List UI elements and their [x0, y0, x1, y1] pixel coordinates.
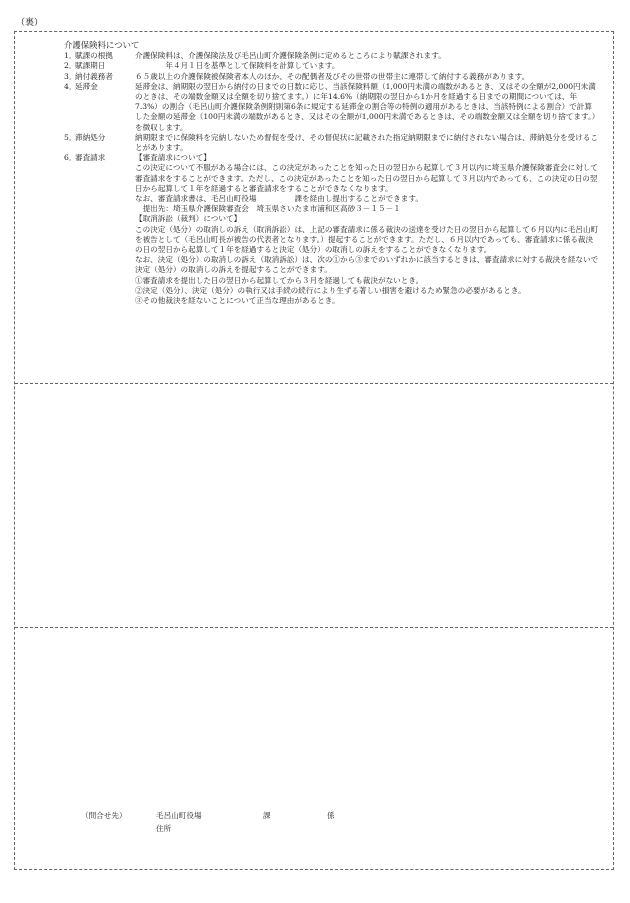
exception-1: ①審査請求を提出した日の翌日から起算してから３月を経過しても裁決がないとき。: [135, 275, 424, 285]
document-frame: [14, 31, 614, 870]
contact-subsection: 係: [327, 811, 335, 820]
contact-label: （問合せ先）: [81, 811, 127, 820]
item-label: 延滞金: [75, 81, 98, 91]
item-review-request: [64, 153, 599, 306]
item-text: 年４月１日を基準として保険料を計算しています。: [135, 61, 340, 71]
item-number: 4．: [64, 81, 77, 91]
item-number: 1．: [64, 51, 77, 61]
review-heading: 【審査請求について】: [135, 153, 211, 163]
premium-notes: [64, 40, 599, 306]
lawsuit-exception-note: なお、決定（処分）の取消しの訴え（取消訴訟）は、次の①から③までのいずれかに該当するときは、審査請求に対する裁決を経ないで決定（処分）の取消しの訴えを提起することができます。: [135, 255, 599, 275]
item-number: 3．: [64, 71, 77, 81]
contact-section: 課: [263, 811, 271, 820]
review-destination: 提出先：埼玉県介護保険審査会 埼玉県さいたま市浦和区高砂３－１５－１: [135, 204, 401, 214]
review-text: この決定について不服がある場合には、この決定があったことを知った日の翌日から起算して３月以内に埼玉県介護保険審査会に対して審査請求をすることができます。ただし、この決定があったことを知った日の翌日から起算して３月以内であっても、この決定の日の翌日から起算して１年を経過すると審査請求をすることができなくなります。: [135, 163, 598, 193]
contact-office: 毛呂山町役場: [156, 811, 202, 820]
item-text: 納期限までに保険料を完納しないため督促を受け、その督促状に記載された指定納期限までに納付されない場合は、滞納処分を受けることがあります。: [135, 132, 598, 153]
lawsuit-text: この決定（処分）の取消しの訴え（取消訴訟）は、上記の審査請求に係る裁決の送達を受けた日の翌日から起算して６月以内に毛呂山町を被告として（毛呂山町長が被告の代表者となります。）提起することができます。ただし、６月以内であっても、審査請求に係る裁決の日の翌日から起算して１年を経過すると決定（処分）の取消しの訴えをすることができなくなります。: [135, 224, 599, 255]
item-obligor: [64, 72, 599, 82]
section-divider: [15, 627, 613, 628]
item-number: 6．: [64, 153, 77, 163]
item-number: 5．: [64, 132, 77, 142]
item-label: 審査請求: [75, 153, 106, 163]
item-levy-date: [64, 61, 599, 71]
item-late-fee: [64, 82, 599, 133]
exception-2: ②決定（処分）、決定（処分）の執行又は手続の続行により生ずる著しい損害を避けるため緊急の必要があるとき。: [135, 285, 526, 295]
item-label: 納付義務者: [75, 71, 113, 81]
back-side-label: （裏）: [16, 18, 44, 28]
lawsuit-heading: 【取消訴訟（裁判）について】: [135, 214, 242, 224]
contact-address: 住所: [156, 824, 172, 833]
section-divider: [15, 383, 613, 384]
item-number: 2．: [64, 61, 77, 71]
exception-3: ③その他裁決を経ないことについて正当な理由があるとき。: [135, 296, 340, 306]
item-text: ６５歳以上の介護保険被保険者本人のほか、その配偶者及びその世帯の世帯主に連帯して納付する義務があります。: [135, 71, 530, 81]
item-label: 賦課の根拠: [75, 51, 113, 61]
item-label: 滞納処分: [75, 132, 106, 142]
item-text: 介護保険料は、介護保険法及び毛呂山町介護保険条例に定めるところにより賦課されます。: [135, 51, 446, 61]
item-text: 延滞金は、納期限の翌日から納付の日までの日数に応じ、当該保険料額（1,000円未満の端数があるとき、又はその全額が2,000円未満のときは、その端数金額又は全額を切り捨てます。）に年14.6%（納期限の翌日から1か月を経過する日までの期間については、年7.3%）の割合（毛呂山町介護保険条例附則第6条に規定する延滞金の割合等の特例の適用があるときは、当該特例による割合）で計算した金額の延滞金（100円未満の端数があるとき、又はその全額が1,000円未満であるときは、その端数金額又は全額を切り捨てます。）を徴収します。: [135, 81, 596, 132]
item-basis: [64, 51, 599, 61]
item-label: 賦課期日: [75, 61, 106, 71]
section-title: 介護保険料について: [64, 40, 140, 50]
review-submission-note: なお、審査請求書は、毛呂山町役場 課を経由し提出することができます。: [135, 194, 423, 204]
item-delinquency: [64, 133, 599, 153]
